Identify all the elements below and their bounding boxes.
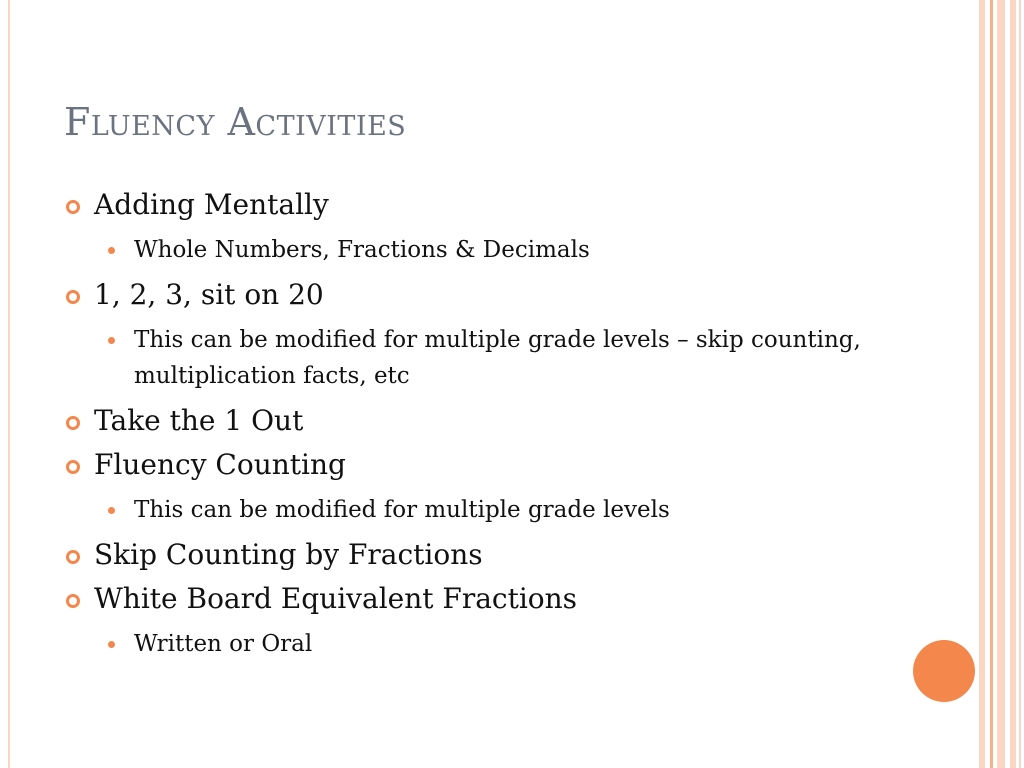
sub-bullet-item [64, 626, 884, 662]
slide-title: Fluency Activities [64, 100, 407, 144]
bullet-item [64, 448, 884, 482]
sub-bullet-item [64, 232, 884, 268]
right-stripe-light-1 [979, 0, 985, 768]
bullet-text: Written or Oral [134, 631, 313, 657]
ring-bullet-icon [66, 460, 80, 474]
right-stripe-thin [1019, 0, 1021, 768]
right-stripe-light-2 [997, 0, 1005, 768]
bullet-item [64, 278, 884, 312]
bullet-text: White Board Equivalent Fractions [94, 582, 578, 615]
bullet-text: Skip Counting by Fractions [94, 538, 483, 571]
orange-circle-decoration [913, 640, 975, 702]
ring-bullet-icon [66, 200, 80, 214]
bullet-text: Fluency Counting [94, 448, 346, 481]
bullet-text: Whole Numbers, Fractions & Decimals [134, 237, 590, 263]
ring-bullet-icon [66, 594, 80, 608]
bullet-text: Take the 1 Out [94, 404, 304, 437]
ring-bullet-icon [66, 416, 80, 430]
sub-bullet-item [64, 322, 884, 394]
bullet-list [64, 188, 884, 672]
right-stripe-light-3 [1010, 0, 1016, 768]
bullet-text: 1, 2, 3, sit on 20 [94, 278, 324, 311]
left-frame-line [8, 0, 10, 768]
ring-bullet-icon [66, 290, 80, 304]
bullet-item [64, 538, 884, 572]
bullet-item [64, 582, 884, 616]
sub-bullet-item [64, 492, 884, 528]
dot-bullet-icon [108, 507, 115, 514]
dot-bullet-icon [108, 337, 115, 344]
dot-bullet-icon [108, 247, 115, 254]
dot-bullet-icon [108, 641, 115, 648]
ring-bullet-icon [66, 550, 80, 564]
bullet-item [64, 404, 884, 438]
bullet-text: This can be modified for multiple grade levels [134, 497, 670, 523]
right-stripe-mid [990, 0, 993, 768]
bullet-text: This can be modified for multiple grade levels – skip counting, multiplication facts, etc [134, 327, 861, 389]
bullet-text: Adding Mentally [94, 188, 329, 221]
bullet-item [64, 188, 884, 222]
